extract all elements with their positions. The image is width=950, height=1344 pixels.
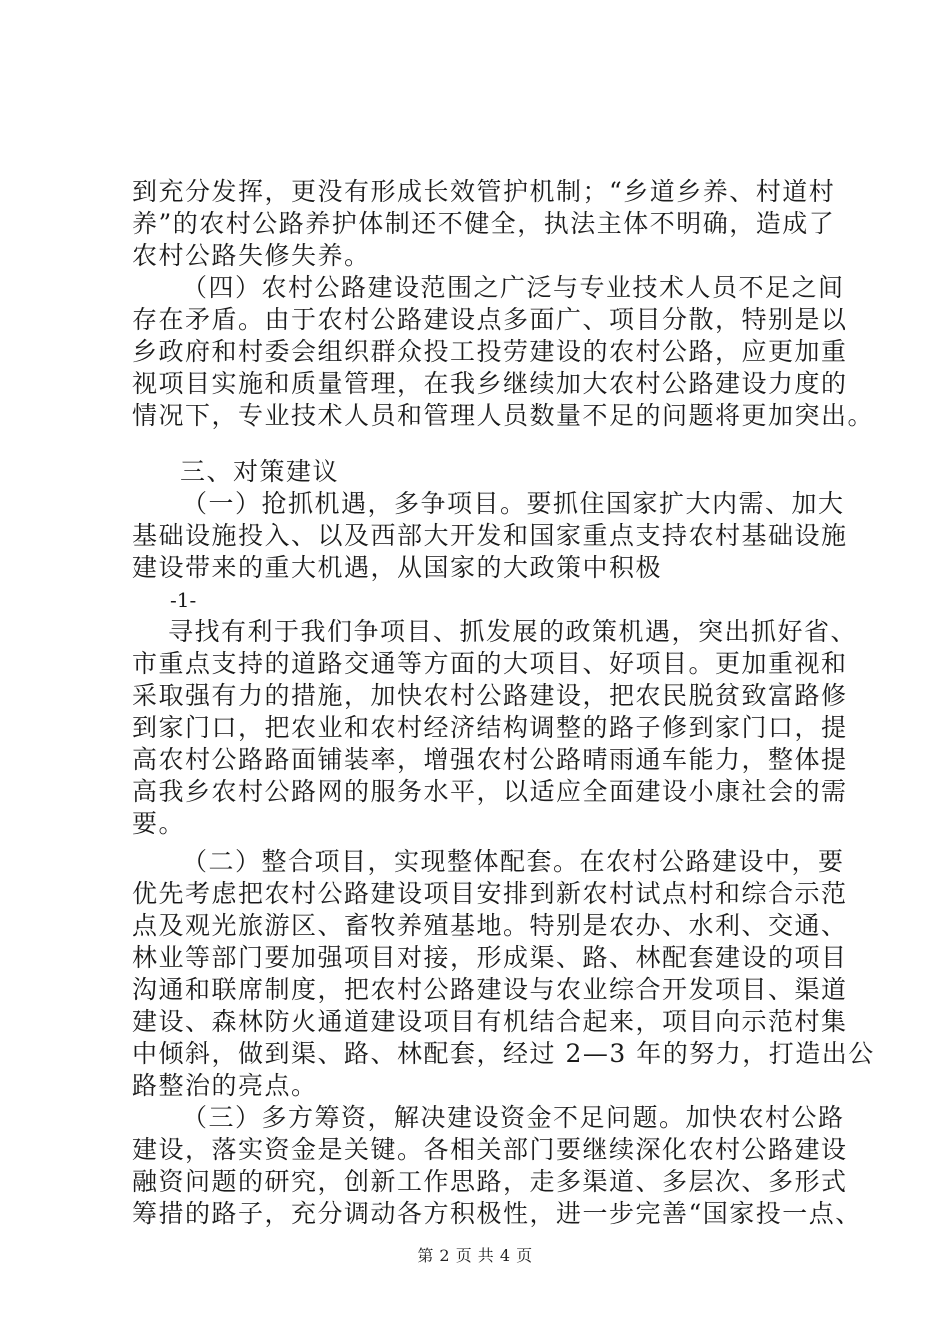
text-line: 乡政府和村委会组织群众投工投劳建设的农村公路，应更加重	[132, 337, 848, 366]
paragraph	[132, 488, 848, 584]
paragraph	[132, 616, 858, 840]
paragraph	[132, 846, 875, 1102]
text-line: 到家门口，把农业和农村经济结构调整的路子修到家门口，提	[132, 713, 848, 742]
text-line: 点及观光旅游区、畜牧养殖基地。特别是农办、水利、交通、	[132, 911, 848, 940]
text-line: 市重点支持的道路交通等方面的大项目、好项目。更加重视和	[132, 649, 848, 678]
page-marker: -1-	[170, 588, 197, 612]
text-line: 要。	[132, 809, 186, 838]
text-line: 养”的农村公路养护体制还不健全，执法主体不明确，造成了	[132, 209, 836, 238]
text-line: 林业等部门要加强项目对接，形成渠、路、林配套建设的项目	[132, 943, 848, 972]
text-line: 寻找有利于我们争项目、抓发展的政策机遇，突出抓好省、	[168, 617, 858, 646]
text-line: 融资问题的研究，创新工作思路，走多渠道、多层次、多形式	[132, 1167, 848, 1196]
text-line: 到充分发挥，更没有形成长效管护机制；“乡道乡养、村道村	[132, 177, 836, 206]
text-line: 建设、森林防火通道建设项目有机结合起来，项目向示范村集	[132, 1007, 848, 1036]
text-line: 高我乡农村公路网的服务水平，以适应全面建设小康社会的需	[132, 777, 848, 806]
paragraph	[132, 176, 836, 272]
text-line: 建设，落实资金是关键。各相关部门要继续深化农村公路建设	[132, 1135, 848, 1164]
document-body	[132, 176, 875, 1230]
text-line: 采取强有力的措施，加快农村公路建设，把农民脱贫致富路修	[132, 681, 848, 710]
spacer	[132, 432, 832, 456]
paragraph	[132, 272, 875, 432]
text-line: 沟通和联席制度，把农村公路建设与农业综合开发项目、渠道	[132, 975, 848, 1004]
text-line: （三）多方筹资，解决建设资金不足问题。加快农村公路	[182, 1103, 845, 1132]
text-line: 基础设施投入、以及西部大开发和国家重点支持农村基础设施	[132, 521, 848, 550]
page-footer: 第 2 页 共 4 页	[417, 1246, 533, 1265]
text-line: 存在矛盾。由于农村公路建设点多面广、项目分散，特别是以	[132, 305, 848, 334]
text-line: 筹措的路子，充分调动各方积极性，进一步完善“国家投一点、	[132, 1199, 862, 1228]
text-line: 高农村公路路面铺装率，增强农村公路晴雨通车能力，整体提	[132, 745, 848, 774]
text-line: （一）抢抓机遇，多争项目。要抓住国家扩大内需、加大	[182, 489, 845, 518]
section-heading: 三、对策建议	[180, 457, 340, 486]
text-line: 农村公路失修失养。	[132, 241, 371, 270]
text-line: 建设带来的重大机遇，从国家的大政策中积极	[132, 553, 663, 582]
text-line: 路整治的亮点。	[132, 1071, 318, 1100]
text-line: （二）整合项目，实现整体配套。在农村公路建设中，要	[182, 847, 845, 876]
text-line: （四）农村公路建设范围之广泛与专业技术人员不足之间	[182, 273, 845, 302]
text-line: 优先考虑把农村公路建设项目安排到新农村试点村和综合示范	[132, 879, 848, 908]
text-line: 中倾斜，做到渠、路、林配套，经过 2—3 年的努力，打造出公	[132, 1039, 875, 1068]
paragraph	[132, 1102, 862, 1230]
text-line: 情况下，专业技术人员和管理人员数量不足的问题将更加突出。	[132, 401, 875, 430]
text-line: 视项目实施和质量管理，在我乡继续加大农村公路建设力度的	[132, 369, 848, 398]
